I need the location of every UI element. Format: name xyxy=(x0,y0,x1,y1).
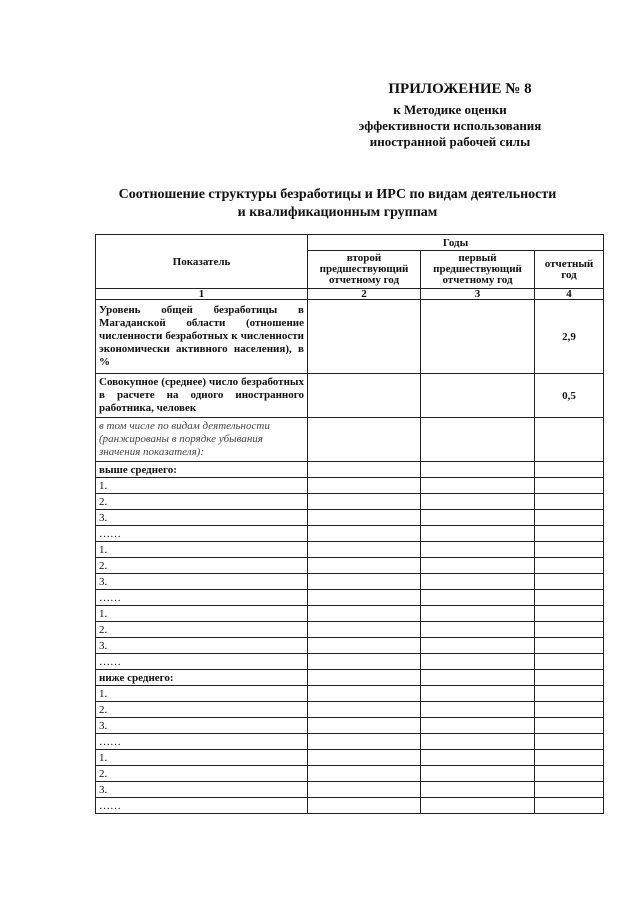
empty-cell xyxy=(308,622,421,638)
list-item-number: 2. xyxy=(96,494,308,510)
list-item-row xyxy=(96,558,604,574)
empty-cell xyxy=(308,510,421,526)
empty-cell xyxy=(421,670,535,686)
empty-cell xyxy=(535,782,604,798)
empty-cell xyxy=(308,702,421,718)
empty-cell xyxy=(535,606,604,622)
empty-cell xyxy=(421,494,535,510)
empty-cell xyxy=(535,590,604,606)
list-item-number: 3. xyxy=(96,510,308,526)
empty-cell xyxy=(308,478,421,494)
empty-cell xyxy=(535,558,604,574)
empty-cell xyxy=(308,418,421,462)
note-text: в том числе по видам деятельности (ранжированы в порядке убывания значения показателя): xyxy=(96,418,308,462)
empty-cell xyxy=(535,718,604,734)
empty-cell xyxy=(535,702,604,718)
list-item-row xyxy=(96,494,604,510)
empty-cell xyxy=(308,670,421,686)
document-title xyxy=(95,186,580,222)
empty-cell xyxy=(308,766,421,782)
list-item-number: 3. xyxy=(96,782,308,798)
row-note xyxy=(96,418,604,462)
empty-cell xyxy=(421,590,535,606)
empty-cell xyxy=(308,782,421,798)
list-item-number: 1. xyxy=(96,686,308,702)
header-second-previous-year: второй предшествующий отчетному год xyxy=(308,251,421,289)
list-item-row xyxy=(96,510,604,526)
empty-cell xyxy=(421,766,535,782)
empty-cell xyxy=(535,478,604,494)
list-item-number: …… xyxy=(96,798,308,814)
list-item-row xyxy=(96,590,604,606)
row-value-col4: 0,5 xyxy=(535,374,604,418)
list-item-number: …… xyxy=(96,590,308,606)
empty-cell xyxy=(421,418,535,462)
empty-cell xyxy=(308,462,421,478)
list-item-row xyxy=(96,798,604,814)
header-indicator: Показатель xyxy=(96,235,308,289)
list-item-number: 2. xyxy=(96,558,308,574)
empty-cell xyxy=(421,750,535,766)
list-item-number: 1. xyxy=(96,478,308,494)
empty-cell xyxy=(421,702,535,718)
list-item-number: 1. xyxy=(96,542,308,558)
list-item-number: 1. xyxy=(96,606,308,622)
appendix-title: ПРИЛОЖЕНИЕ № 8 xyxy=(388,81,532,97)
empty-cell xyxy=(308,494,421,510)
above-average-label: выше среднего: xyxy=(96,462,308,478)
list-item-number: 3. xyxy=(96,574,308,590)
list-item-row xyxy=(96,638,604,654)
appendix-line-3: иностранной рабочей силы xyxy=(369,134,531,149)
empty-cell xyxy=(421,718,535,734)
empty-cell xyxy=(308,590,421,606)
empty-cell xyxy=(535,526,604,542)
empty-cell xyxy=(535,542,604,558)
empty-cell xyxy=(535,622,604,638)
empty-cell xyxy=(421,462,535,478)
header-first-previous-year: первый предшествующий отчетному год xyxy=(421,251,535,289)
row-below-average xyxy=(96,670,604,686)
list-item-number: 2. xyxy=(96,766,308,782)
data-table xyxy=(95,234,604,814)
empty-cell xyxy=(535,798,604,814)
row-above-average xyxy=(96,462,604,478)
row-value-col2 xyxy=(308,300,421,374)
header-years: Годы xyxy=(308,235,604,251)
list-item-row xyxy=(96,542,604,558)
empty-cell xyxy=(308,798,421,814)
empty-cell xyxy=(421,574,535,590)
empty-cell xyxy=(308,526,421,542)
list-item-number: …… xyxy=(96,526,308,542)
appendix-line-2: эффективности использования xyxy=(358,118,542,133)
appendix-line-1: к Методике оценки xyxy=(393,102,507,117)
empty-cell xyxy=(308,574,421,590)
list-item-number: …… xyxy=(96,654,308,670)
empty-cell xyxy=(535,462,604,478)
row-unemployed-per-worker xyxy=(96,374,604,418)
empty-cell xyxy=(308,734,421,750)
empty-cell xyxy=(535,638,604,654)
empty-cell xyxy=(535,766,604,782)
list-item-row xyxy=(96,606,604,622)
empty-cell xyxy=(308,686,421,702)
list-item-row xyxy=(96,574,604,590)
column-number-4: 4 xyxy=(535,289,604,300)
empty-cell xyxy=(421,638,535,654)
list-item-row xyxy=(96,622,604,638)
list-item-row xyxy=(96,526,604,542)
row-label: Совокупное (среднее) число безработных в расчете на одного иностранного работника, человек xyxy=(96,374,308,418)
list-item-row xyxy=(96,478,604,494)
empty-cell xyxy=(421,654,535,670)
list-item-row xyxy=(96,654,604,670)
empty-cell xyxy=(421,782,535,798)
document-title-line-2: и квалификационным группам xyxy=(237,205,438,220)
document-title-line-1: Соотношение структуры безработицы и ИРС по видам деятельности xyxy=(118,187,557,202)
list-item-number: 3. xyxy=(96,718,308,734)
empty-cell xyxy=(421,526,535,542)
below-average-label: ниже среднего: xyxy=(96,670,308,686)
row-value-col2 xyxy=(308,374,421,418)
empty-cell xyxy=(421,798,535,814)
empty-cell xyxy=(308,750,421,766)
empty-cell xyxy=(308,638,421,654)
column-number-3: 3 xyxy=(421,289,535,300)
empty-cell xyxy=(535,686,604,702)
empty-cell xyxy=(421,478,535,494)
list-item-number: 3. xyxy=(96,638,308,654)
column-numbers-row xyxy=(96,289,604,300)
empty-cell xyxy=(421,734,535,750)
empty-cell xyxy=(421,606,535,622)
empty-cell xyxy=(308,558,421,574)
empty-cell xyxy=(535,734,604,750)
empty-cell xyxy=(421,622,535,638)
list-item-row xyxy=(96,718,604,734)
empty-cell xyxy=(535,494,604,510)
list-item-row xyxy=(96,782,604,798)
list-item-number: 1. xyxy=(96,750,308,766)
empty-cell xyxy=(308,606,421,622)
list-item-number: 2. xyxy=(96,622,308,638)
empty-cell xyxy=(535,670,604,686)
column-number-2: 2 xyxy=(308,289,421,300)
list-item-row xyxy=(96,702,604,718)
empty-cell xyxy=(535,574,604,590)
empty-cell xyxy=(535,510,604,526)
empty-cell xyxy=(421,686,535,702)
empty-cell xyxy=(535,654,604,670)
header-row-1 xyxy=(96,235,604,251)
empty-cell xyxy=(421,510,535,526)
appendix-header xyxy=(300,80,600,150)
list-item-row xyxy=(96,750,604,766)
row-value-col4: 2,9 xyxy=(535,300,604,374)
row-value-col3 xyxy=(421,300,535,374)
row-label: Уровень общей безработицы в Магаданской области (отношение численности безработных к численности экономически активного населения), в % xyxy=(96,300,308,374)
empty-cell xyxy=(308,718,421,734)
empty-cell xyxy=(421,542,535,558)
empty-cell xyxy=(308,654,421,670)
empty-cell xyxy=(535,418,604,462)
header-reporting-year: отчетный год xyxy=(535,251,604,289)
list-item-number: …… xyxy=(96,734,308,750)
list-item-row xyxy=(96,734,604,750)
list-item-row xyxy=(96,766,604,782)
list-item-row xyxy=(96,686,604,702)
column-number-1: 1 xyxy=(96,289,308,300)
row-value-col3 xyxy=(421,374,535,418)
empty-cell xyxy=(535,750,604,766)
list-item-number: 2. xyxy=(96,702,308,718)
empty-cell xyxy=(421,558,535,574)
row-unemployment-level xyxy=(96,300,604,374)
empty-cell xyxy=(308,542,421,558)
